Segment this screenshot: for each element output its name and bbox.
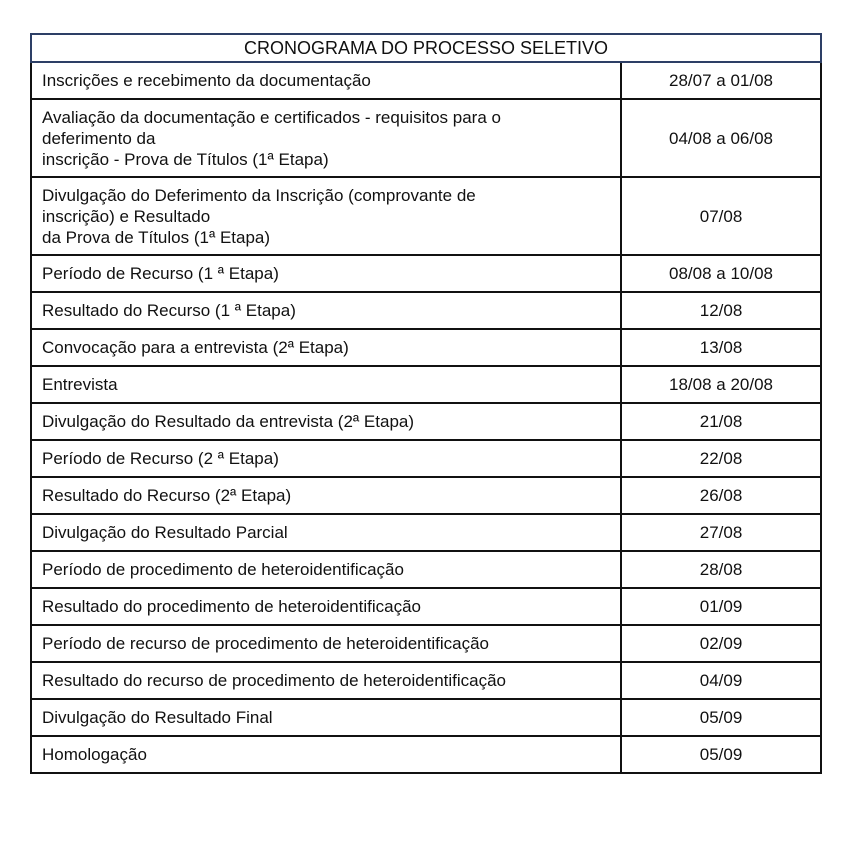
schedule-row xyxy=(31,403,821,440)
schedule-body xyxy=(31,34,821,773)
activity-text: deferimento da xyxy=(42,128,156,148)
date-cell: 04/09 xyxy=(621,662,821,699)
activity-cell xyxy=(31,62,621,99)
activity-text: Período de Recurso (2 ª Etapa) xyxy=(42,449,279,468)
date-cell: 12/08 xyxy=(621,292,821,329)
date-cell: 13/08 xyxy=(621,329,821,366)
activity-cell xyxy=(31,99,621,177)
activity-cell xyxy=(31,366,621,403)
activity-cell xyxy=(31,177,621,255)
activity-cell xyxy=(31,329,621,366)
activity-cell xyxy=(31,662,621,699)
schedule-row xyxy=(31,440,821,477)
activity-text: Avaliação da documentação e certificados - requisitos para o xyxy=(42,107,501,127)
activity-cell xyxy=(31,625,621,662)
schedule-row xyxy=(31,551,821,588)
date-cell: 18/08 a 20/08 xyxy=(621,366,821,403)
schedule-table xyxy=(30,33,822,774)
activity-cell xyxy=(31,477,621,514)
activity-text: Resultado do procedimento de heteroidentificação xyxy=(42,597,421,616)
schedule-row xyxy=(31,62,821,99)
date-cell: 01/09 xyxy=(621,588,821,625)
schedule-row xyxy=(31,588,821,625)
activity-text: Período de recurso de procedimento de heteroidentificação xyxy=(42,634,490,653)
date-cell: 07/08 xyxy=(621,177,821,255)
activity-text: inscrição) e Resultado xyxy=(42,206,211,226)
schedule-row xyxy=(31,625,821,662)
activity-text: Resultado do Recurso (2ª Etapa) xyxy=(42,486,292,505)
date-cell: 21/08 xyxy=(621,403,821,440)
activity-text: Divulgação do Resultado da entrevista (2ª Etapa) xyxy=(42,412,415,431)
activity-text: Resultado do recurso de procedimento de heteroidentificação xyxy=(42,671,507,690)
date-cell: 05/09 xyxy=(621,699,821,736)
activity-cell xyxy=(31,736,621,773)
schedule-row xyxy=(31,477,821,514)
activity-text: Convocação para a entrevista (2ª Etapa) xyxy=(42,338,349,357)
activity-text: Inscrições e recebimento da documentação xyxy=(42,71,371,90)
date-cell: 28/08 xyxy=(621,551,821,588)
activity-cell xyxy=(31,292,621,329)
activity-cell xyxy=(31,403,621,440)
activity-cell xyxy=(31,699,621,736)
date-cell: 08/08 a 10/08 xyxy=(621,255,821,292)
activity-text: Divulgação do Deferimento da Inscrição (comprovante de xyxy=(42,185,476,205)
date-cell: 26/08 xyxy=(621,477,821,514)
schedule-row xyxy=(31,329,821,366)
activity-text: inscrição - Prova de Títulos (1ª Etapa) xyxy=(42,149,329,169)
activity-text: Resultado do Recurso (1 ª Etapa) xyxy=(42,301,296,320)
date-cell: 22/08 xyxy=(621,440,821,477)
schedule-title: CRONOGRAMA DO PROCESSO SELETIVO xyxy=(31,34,821,62)
date-cell: 28/07 a 01/08 xyxy=(621,62,821,99)
activity-text: Entrevista xyxy=(42,375,118,394)
activity-cell xyxy=(31,514,621,551)
schedule-row xyxy=(31,514,821,551)
activity-text: da Prova de Títulos (1ª Etapa) xyxy=(42,227,271,247)
activity-text: Divulgação do Resultado Final xyxy=(42,708,273,727)
activity-text: Homologação xyxy=(42,745,147,764)
date-cell: 04/08 a 06/08 xyxy=(621,99,821,177)
activity-text: Período de Recurso (1 ª Etapa) xyxy=(42,264,279,283)
schedule-row xyxy=(31,366,821,403)
activity-cell xyxy=(31,440,621,477)
activity-cell xyxy=(31,255,621,292)
schedule-row xyxy=(31,99,821,177)
date-cell: 27/08 xyxy=(621,514,821,551)
schedule-row xyxy=(31,736,821,773)
schedule-row xyxy=(31,292,821,329)
activity-text: Período de procedimento de heteroidentificação xyxy=(42,560,404,579)
schedule-row xyxy=(31,255,821,292)
date-cell: 05/09 xyxy=(621,736,821,773)
title-row xyxy=(31,34,821,62)
schedule-row xyxy=(31,177,821,255)
activity-cell xyxy=(31,551,621,588)
date-cell: 02/09 xyxy=(621,625,821,662)
activity-cell xyxy=(31,588,621,625)
schedule-row xyxy=(31,662,821,699)
activity-text: Divulgação do Resultado Parcial xyxy=(42,523,288,542)
schedule-row xyxy=(31,699,821,736)
